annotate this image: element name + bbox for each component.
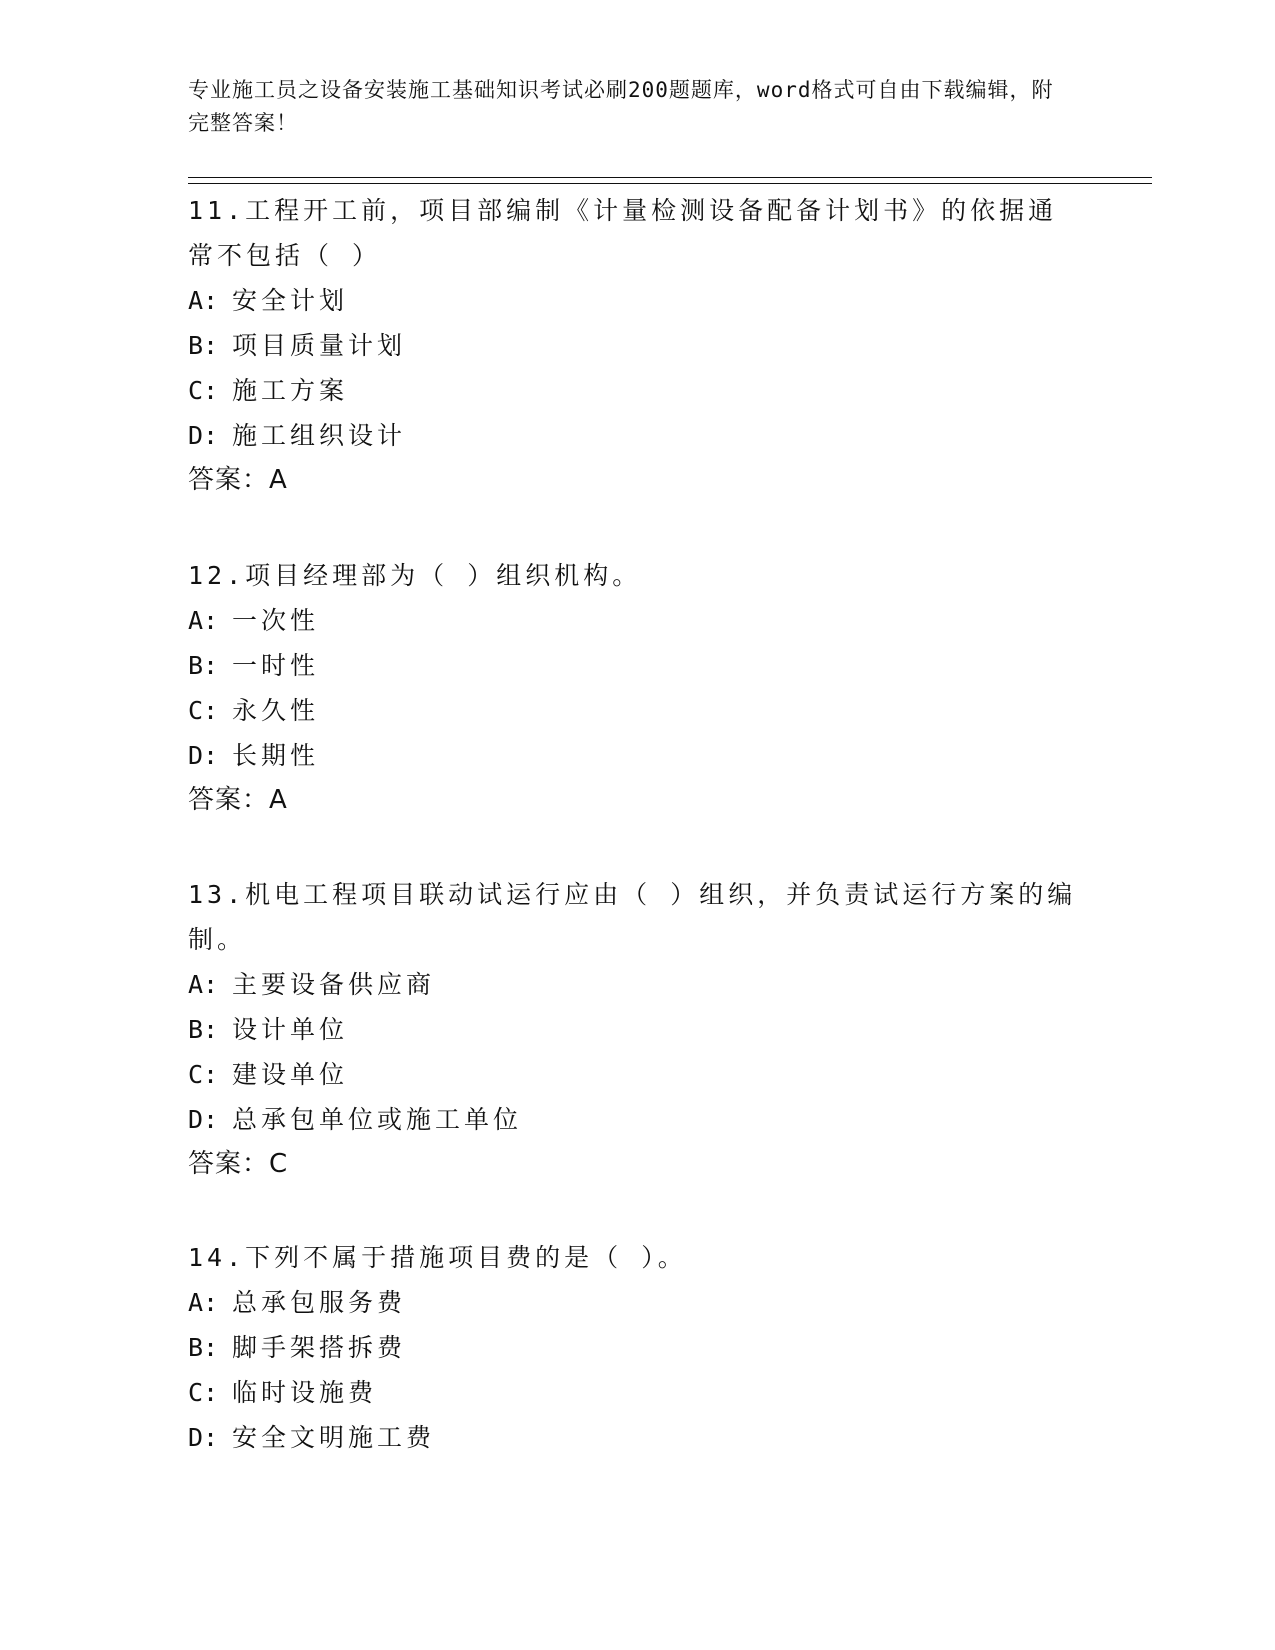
option-text: 施工组织设计 (232, 421, 407, 450)
option-letter: B: (188, 1333, 219, 1362)
option-d (188, 1415, 1078, 1460)
option-letter: D: (188, 1423, 219, 1452)
option-letter: B: (188, 651, 219, 680)
option-d (188, 733, 1078, 778)
option-letter: C: (188, 1060, 219, 1089)
option-letter: C: (188, 1378, 219, 1407)
option-c (188, 1052, 1078, 1097)
option-letter: D: (188, 421, 219, 450)
option-text: 一时性 (232, 651, 320, 680)
option-letter: A: (188, 970, 219, 999)
question-stem: 13.机电工程项目联动试运行应由（ ）组织，并负责试运行方案的编制。 (188, 880, 1077, 954)
question-stem: 14.下列不属于措施项目费的是（ ）。 (188, 1243, 687, 1272)
option-text: 安全计划 (232, 286, 349, 315)
option-b (188, 643, 1078, 688)
option-text: 总承包服务费 (232, 1288, 407, 1317)
option-text: 长期性 (232, 741, 320, 770)
option-letter: C: (188, 696, 219, 725)
option-b (188, 323, 1078, 368)
option-letter: A: (188, 286, 219, 315)
question-block (188, 1235, 1078, 1460)
option-c (188, 1370, 1078, 1415)
option-text: 脚手架搭拆费 (232, 1333, 407, 1362)
option-text: 永久性 (232, 696, 320, 725)
option-d (188, 1097, 1078, 1142)
question-stem: 12.项目经理部为（ ）组织机构。 (188, 561, 642, 590)
answer-line: 答案：A (188, 785, 288, 815)
option-text: 安全文明施工费 (232, 1423, 436, 1452)
option-a (188, 962, 1078, 1007)
option-letter: B: (188, 331, 219, 360)
option-b (188, 1325, 1078, 1370)
header-divider (188, 177, 1152, 184)
option-text: 总承包单位或施工单位 (232, 1105, 523, 1134)
option-letter: C: (188, 376, 219, 405)
option-text: 主要设备供应商 (232, 970, 436, 999)
option-a (188, 278, 1078, 323)
question-block (188, 553, 1078, 823)
answer-line: 答案：A (188, 465, 288, 495)
question-block (188, 188, 1078, 503)
question-stem: 11.工程开工前，项目部编制《计量检测设备配备计划书》的依据通常不包括（ ） (188, 196, 1058, 270)
option-letter: B: (188, 1015, 219, 1044)
option-text: 临时设施费 (232, 1378, 378, 1407)
option-d (188, 413, 1078, 458)
option-text: 项目质量计划 (232, 331, 407, 360)
option-c (188, 688, 1078, 733)
document-intro: 专业施工员之设备安装施工基础知识考试必刷200题题库，word格式可自由下载编辑，附完整答案！ (188, 78, 1054, 135)
option-letter: D: (188, 741, 219, 770)
option-b (188, 1007, 1078, 1052)
question-block (188, 872, 1078, 1187)
option-letter: A: (188, 1288, 219, 1317)
option-text: 建设单位 (232, 1060, 349, 1089)
option-text: 设计单位 (232, 1015, 349, 1044)
option-text: 一次性 (232, 606, 320, 635)
option-a (188, 598, 1078, 643)
option-c (188, 368, 1078, 413)
option-letter: D: (188, 1105, 219, 1134)
answer-line: 答案：C (188, 1149, 289, 1179)
option-a (188, 1280, 1078, 1325)
option-text: 施工方案 (232, 376, 349, 405)
option-letter: A: (188, 606, 219, 635)
